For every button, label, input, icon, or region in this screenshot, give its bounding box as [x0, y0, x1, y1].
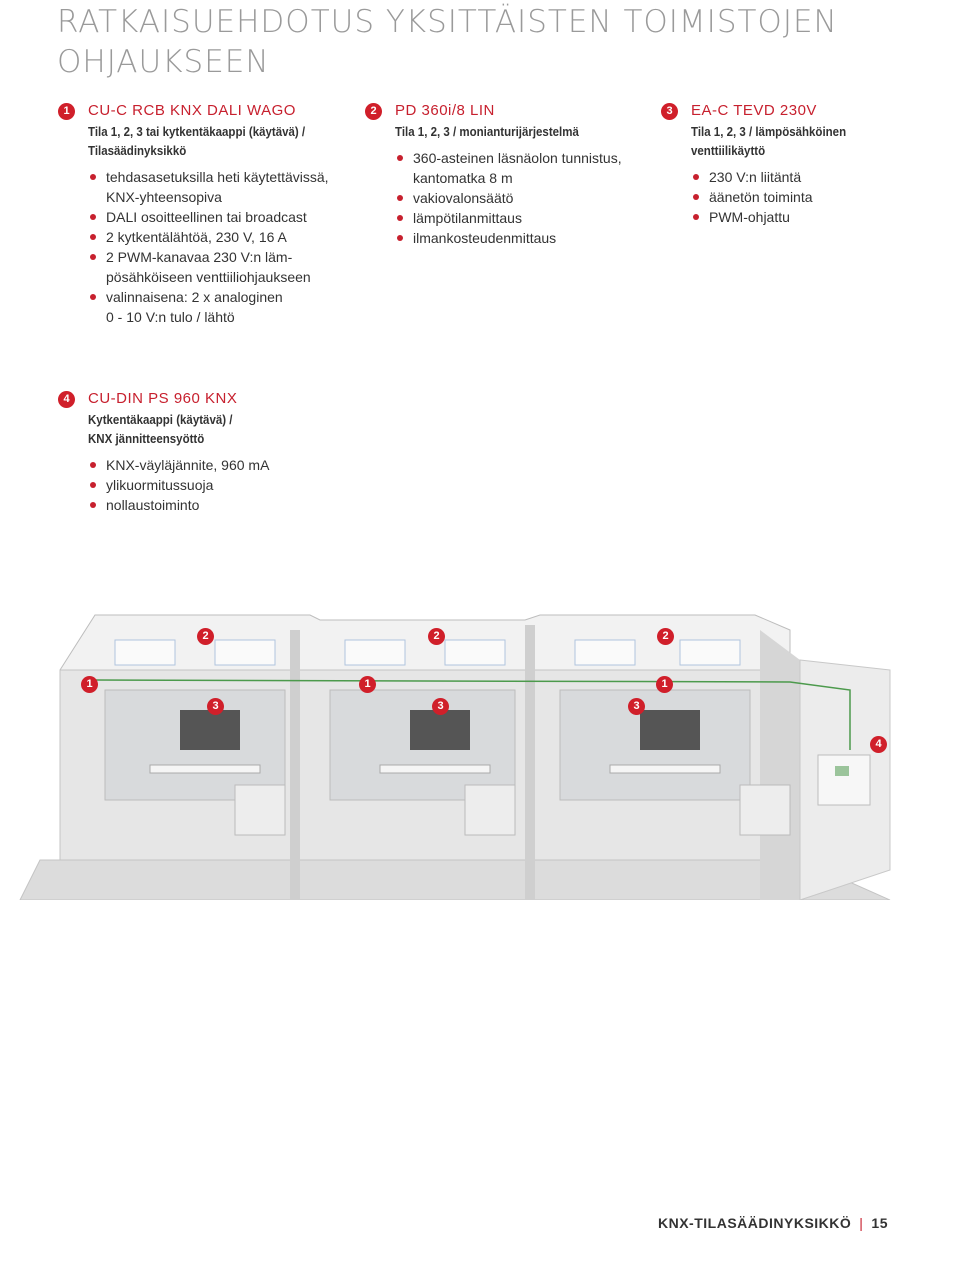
feature-item: KNX-väyläjännite, 960 mA: [88, 455, 368, 475]
feature-item: tehdasasetuksilla heti käytettävissä, KNX-yhteensopiva: [88, 167, 348, 207]
feature-item: äänetön toiminta: [691, 187, 931, 207]
office-cutaway-drawing: [0, 570, 960, 900]
page-footer: [658, 1215, 888, 1231]
number-badge: 1: [58, 103, 75, 120]
product-subtitle: [395, 123, 634, 142]
number-badge: 3: [661, 103, 678, 120]
marker-1: 1: [656, 676, 673, 693]
feature-item: 2 PWM-kanavaa 230 V:n läm- pösähköiseen venttiiliohjaukseen: [88, 247, 348, 287]
marker-1: 1: [81, 676, 98, 693]
product-name: EA-C TEVD 230V: [691, 102, 817, 119]
number-badge: 4: [58, 391, 75, 408]
marker-2: 2: [657, 628, 674, 645]
product-block-1: [63, 101, 348, 327]
subtitle-line: Tila 1, 2, 3 / lämpösähköinen: [691, 125, 847, 139]
marker-3: 3: [207, 698, 224, 715]
footer-separator: |: [859, 1215, 864, 1231]
product-name: PD 360i/8 LIN: [395, 102, 495, 119]
feature-item: lämpötilanmittaus: [395, 208, 655, 228]
product-subtitle: [88, 123, 327, 161]
feature-list: [88, 167, 348, 327]
feature-list: [691, 167, 931, 227]
page-number: 15: [871, 1215, 888, 1231]
feature-item: nollaustoiminto: [88, 495, 368, 515]
marker-3: 3: [432, 698, 449, 715]
feature-list: [88, 455, 368, 515]
product-name: CU-DIN PS 960 KNX: [88, 390, 238, 407]
feature-item: valinnaisena: 2 x analoginen 0 - 10 V:n tulo / lähtö: [88, 287, 348, 327]
marker-2: 2: [197, 628, 214, 645]
footer-section: KNX-TILASÄÄDINYKSIKKÖ: [658, 1215, 852, 1231]
subtitle-line: Tila 1, 2, 3 tai kytkentäkaappi (käytävä) /: [88, 125, 306, 139]
marker-1: 1: [359, 676, 376, 693]
product-block-3: [666, 101, 931, 227]
feature-item: DALI osoitteellinen tai broadcast: [88, 207, 348, 227]
product-subtitle: [88, 411, 346, 449]
feature-item: 230 V:n liitäntä: [691, 167, 931, 187]
feature-item: 360-asteinen läsnäolon tunnistus, kantomatka 8 m: [395, 148, 655, 188]
feature-item: PWM-ohjattu: [691, 207, 931, 227]
subtitle-line: KNX jännitteensyöttö: [88, 432, 205, 446]
office-illustration: [0, 570, 960, 900]
subtitle-line: venttiilikäyttö: [691, 144, 766, 158]
feature-list: [395, 148, 655, 248]
page-title: RATKAISUEHDOTUS YKSITTÄISTEN TOIMISTOJEN OHJAUKSEEN: [57, 4, 838, 80]
feature-item: vakiovalonsäätö: [395, 188, 655, 208]
product-subtitle: [691, 123, 912, 161]
feature-item: 2 kytkentälähtöä, 230 V, 16 A: [88, 227, 348, 247]
marker-2: 2: [428, 628, 445, 645]
marker-3: 3: [628, 698, 645, 715]
subtitle-line: Tilasäädinyksikkö: [88, 144, 187, 158]
subtitle-line: Kytkentäkaappi (käytävä) /: [88, 413, 233, 427]
marker-4: 4: [870, 736, 887, 753]
product-block-4: [63, 389, 368, 515]
number-badge: 2: [365, 103, 382, 120]
feature-item: ylikuormitussuoja: [88, 475, 368, 495]
product-block-2: [370, 101, 655, 248]
feature-item: ilmankosteudenmittaus: [395, 228, 655, 248]
subtitle-line: Tila 1, 2, 3 / monianturijärjestelmä: [395, 125, 579, 139]
product-name: CU-C RCB KNX DALI WAGO: [88, 102, 296, 119]
